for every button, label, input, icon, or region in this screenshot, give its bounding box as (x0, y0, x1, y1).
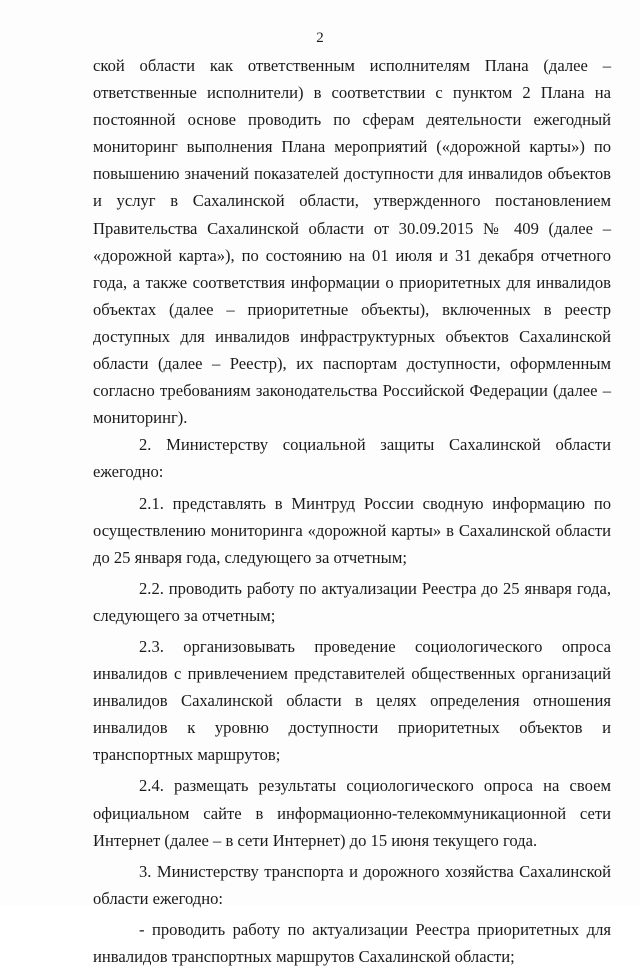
paragraph-item-2-3: 2.3. организовывать проведение социологического опроса инвалидов с привлечением представителей общественных организаций инвалидов Сахалинской области в целях определения отношения инвалидов к уровню доступности приоритетных объектов и транспортных маршрутов; (93, 636, 611, 765)
paragraph-item-3-bullet: - проводить работу по актуализации Реестра приоритетных для инвалидов транспортных маршрутов Сахалинской области; (93, 919, 611, 966)
document-body (93, 52, 611, 970)
paragraph-item-2: 2. Министерству социальной защиты Сахалинской области ежегодно: (93, 435, 611, 482)
paragraph-continuation: ской области как ответственным исполнителям Плана (далее – ответственные исполнители) в соответствии с пунктом 2 Плана на постоянной основе проводить по сферам деятельности ежегодный мониторинг выполнения Плана мероприятий («дорожной карты») по повышению значений показателей доступности для инвалидов объектов и услуг в Сахалинской области, утвержденного постановлением Правительства Сахалинской области от 30.09.2015 № 409 (далее – «дорожной карта»), по состоянию на 01 июля и 31 декабря отчетного года, а также соответствия информации о приоритетных для инвалидов объектах (далее – приоритетные объекты), включенных в реестр доступных для инвалидов инфраструктурных объектов Сахалинской области (далее – Реестр), их паспортам доступности, оформленным согласно требованиям законодательства Российской Федерации (далее – мониторинг). (93, 56, 611, 428)
paragraph-item-2-1: 2.1. представлять в Минтруд России сводную информацию по осуществлению мониторинга «дорожной карты» в Сахалинской области до 25 января года, следующего за отчетным; (93, 493, 611, 567)
page-number: 2 (316, 30, 324, 46)
paragraph-item-3: 3. Министерству транспорта и дорожного хозяйства Сахалинской области ежегодно: (93, 861, 611, 908)
paragraph-item-2-2: 2.2. проводить работу по актуализации Реестра до 25 января года, следующего за отчетным; (93, 578, 611, 625)
paragraph-item-2-4: 2.4. размещать результаты социологического опроса на своем официальном сайте в информационно-телекоммуникационной сети Интернет (далее – в сети Интернет) до 15 июня текущего года. (93, 776, 611, 850)
